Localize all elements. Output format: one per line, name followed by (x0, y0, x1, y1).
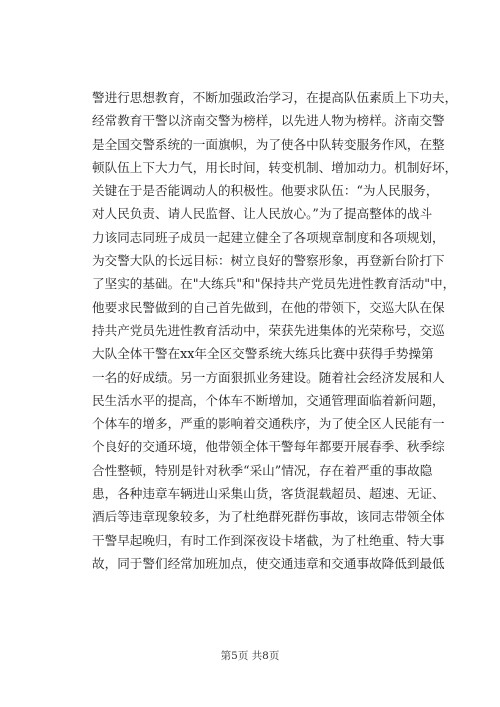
text-line: 一名的好成绩。另一方面狠抓业务建设。随着社会经济发展和人 (92, 369, 445, 385)
body-text (92, 86, 458, 575)
text-line: 患，各种违章车辆进山采集山货，客货混载超员、超速、无证、 (92, 486, 445, 502)
text-line: 他要求民警做到的自己首先做到，在他的带领下，交巡大队在保 (92, 299, 445, 315)
page-number-footer: 第5页 共8页 (220, 650, 280, 662)
text-line: 对人民负责、请人民监督、让人民放心。”为了提高整体的战斗 (92, 206, 433, 222)
text-line: 顿队伍上下大力气，用长时间，转变机制、增加动力。机制好坏， (92, 159, 458, 175)
text-line: 关键在于是否能调动人的积极性。他要求队伍：“为人民服务， (92, 183, 439, 199)
text-line: 力该同志同班子成员一起建立健全了各项规章制度和各项规划， (92, 229, 445, 245)
text-line: 警进行思想教育，不断加强政治学习，在提高队伍素质上下功夫， (92, 90, 458, 105)
text-line: 是全国交警系统的一面旗帜，为了使各中队转变服务作风，在整 (92, 136, 445, 152)
text-line: 大队全体干警在xx年全区交警系统大练兵比赛中获得手势操第 (92, 346, 434, 362)
text-line: 为交警大队的长远目标：树立良好的警察形象，再登新台阶打下 (92, 253, 445, 269)
text-line: 持共产党员先进性教育活动中，荣获先进集体的光荣称号，交巡 (92, 322, 445, 338)
text-line: 个体车的增多，严重的影响着交通秩序，为了使全区人民能有一 (92, 416, 445, 432)
text-line: 个良好的交通环境，他带领全体干警每年都要开展春季、秋季综 (92, 439, 445, 455)
text-line: 故，同于警们经常加班加点，使交通违章和交通事故降低到最低 (92, 555, 445, 571)
text-line: 干警早起晚归，有时工作到深夜设卡堵截，为了杜绝重、特大事 (92, 532, 445, 548)
text-line: 经常教育干警以济南交警为榜样，以先进人物为榜样。济南交警 (92, 113, 445, 129)
text-line: 酒后等违章现象较多，为了杜绝群死群伤事故，该同志带领全体 (92, 509, 445, 525)
text-line: 合性整顿，特别是针对秋季“采山”情况，存在着严重的事故隐 (92, 462, 433, 478)
text-line: 民生活水平的提高，个体车不断增加，交通管理面临着新问题， (92, 392, 445, 408)
text-line: 了坚实的基础。在"大练兵"和"保持共产党员先进性教育活动"中， (92, 276, 456, 292)
